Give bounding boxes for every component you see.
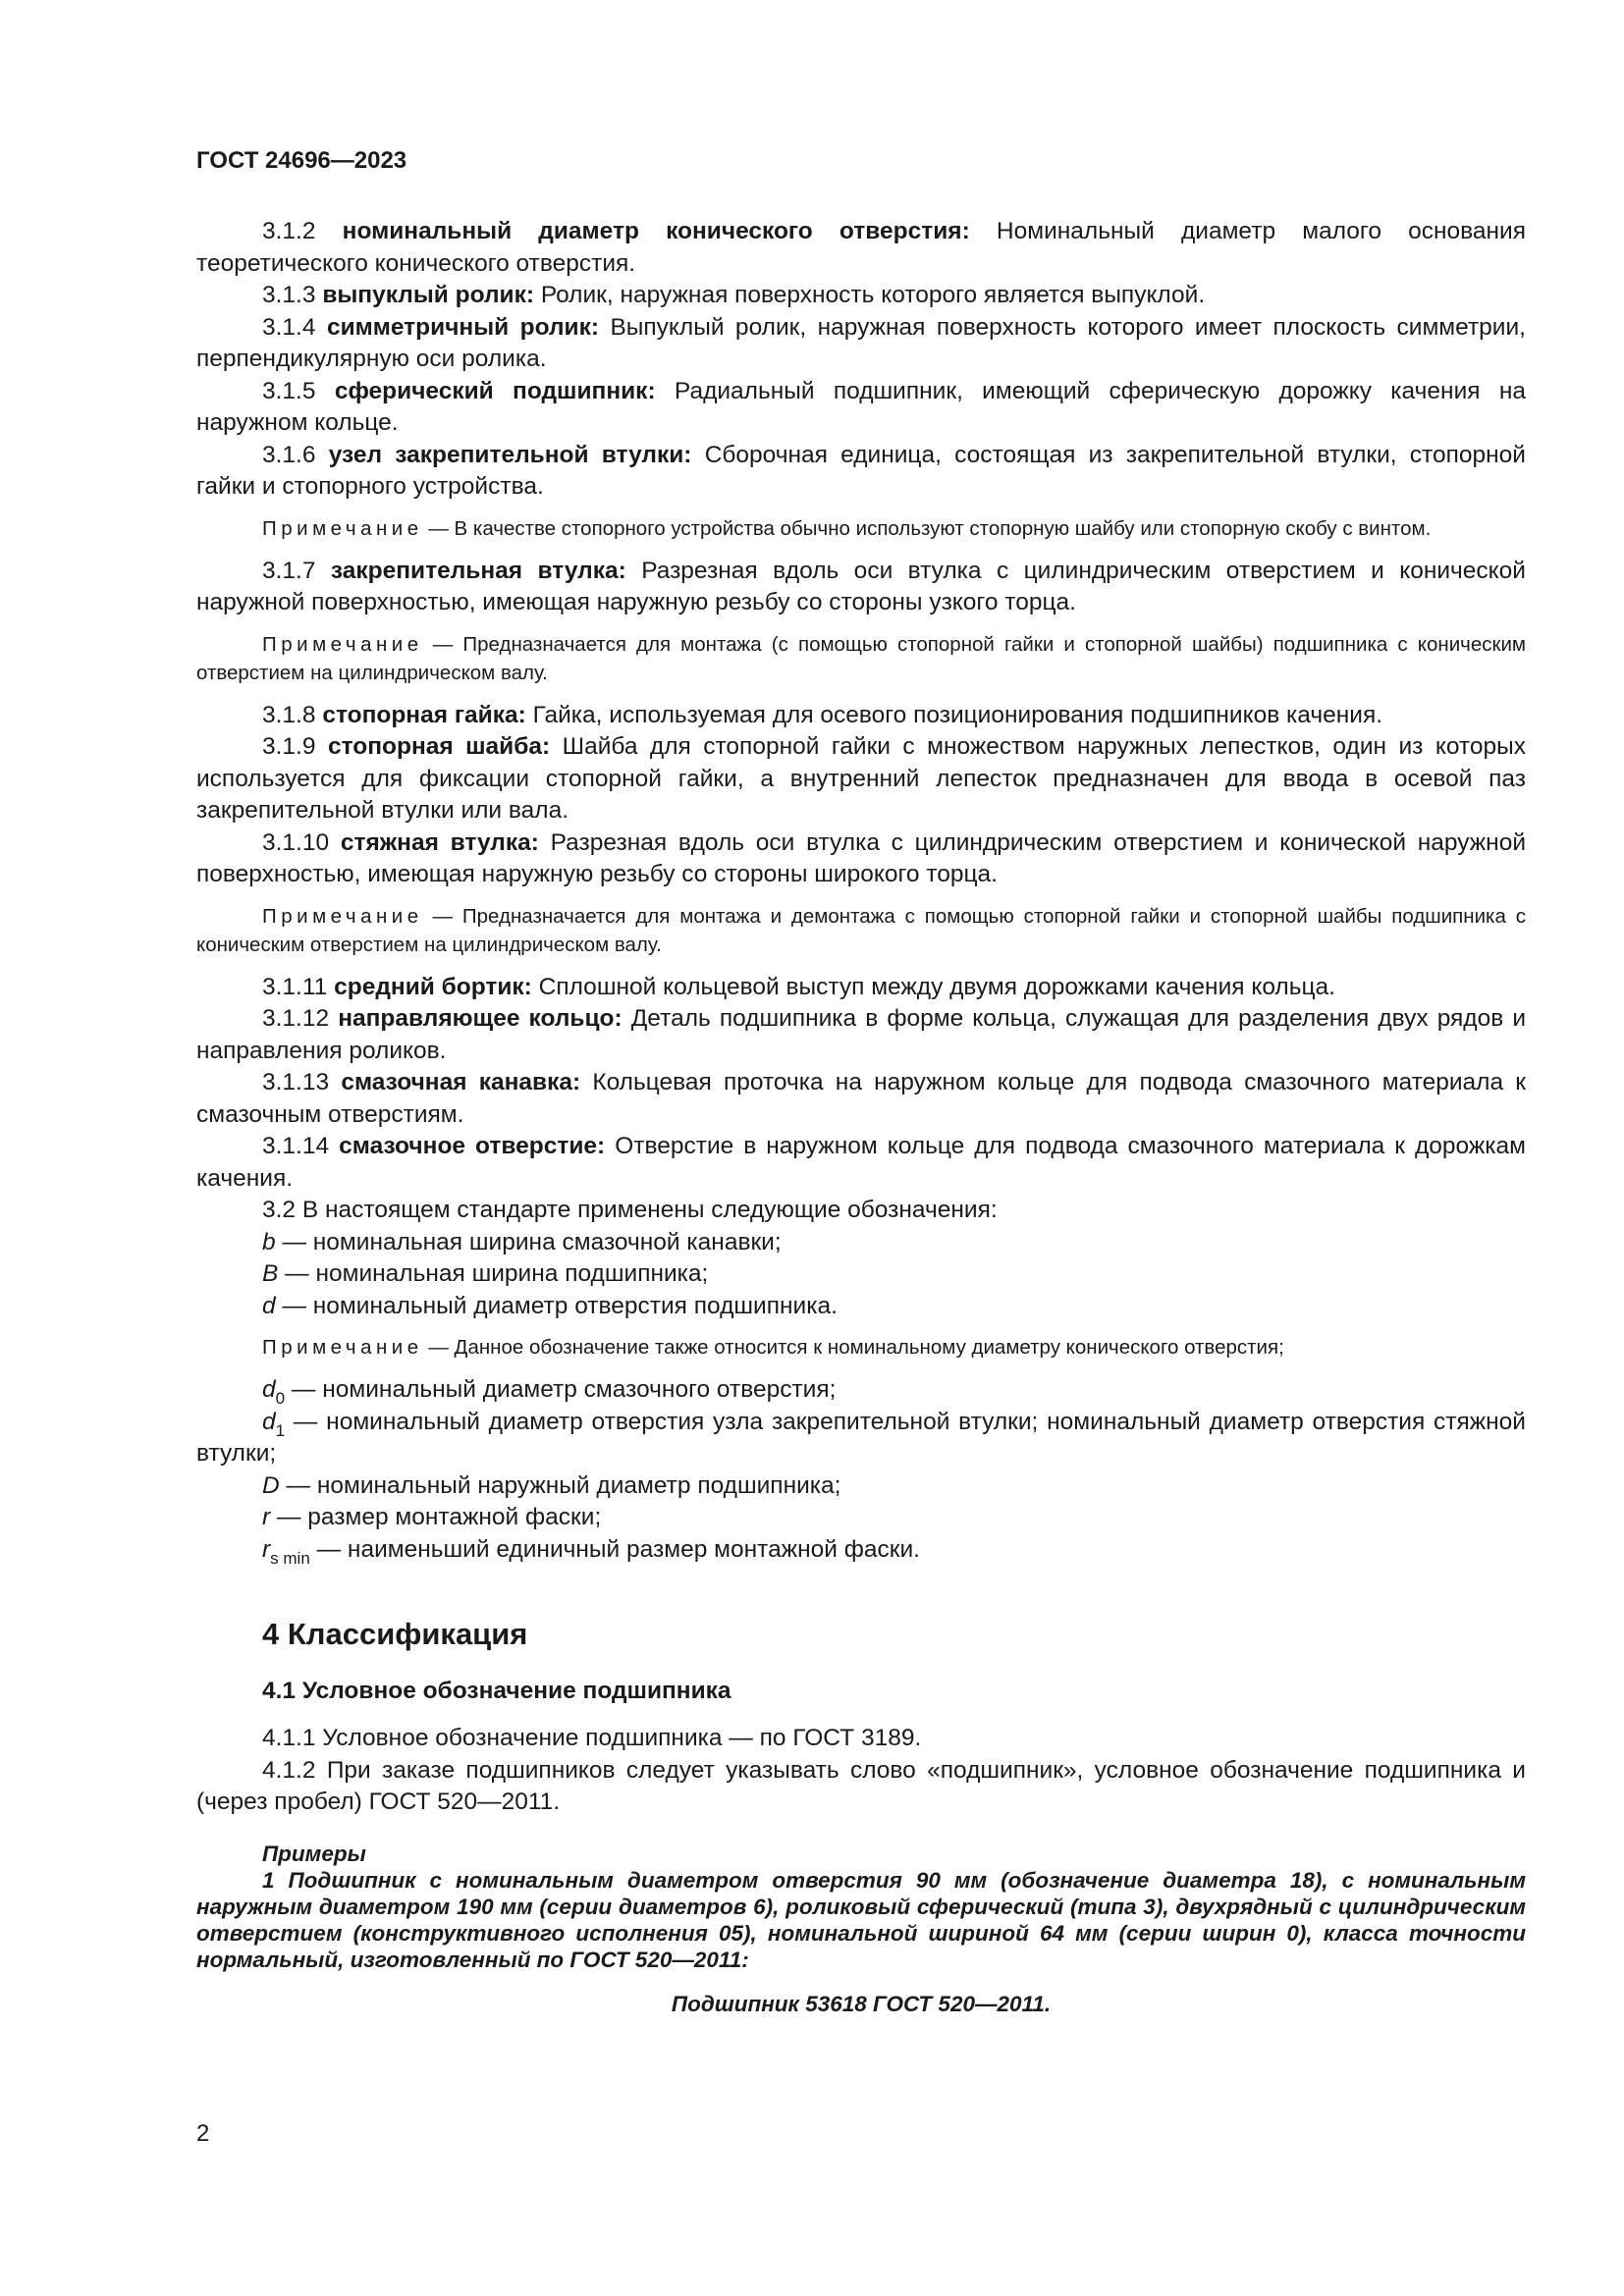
term-3-1-3: 3.1.3 выпуклый ролик: Ролик, наружная поверхность которого является выпуклой. [262,282,1206,308]
symbol-r: r — размер монтажной фаски; [262,1504,602,1530]
symbols-intro: 3.2 В настоящем стандарте применены следующие обозначения: [262,1197,998,1223]
subsection-4-1-heading: 4.1 Условное обозначение подшипника [262,1678,731,1704]
note-2: Примечание — Предназначается для монтажа (с помощью стопорной гайки и стопорной шайбы) подшипника с коническим отверстием на цилиндрическом валу. [196,632,1526,684]
term-3-1-14: 3.1.14 смазочное отверстие: Отверстие в наружном кольце для подвода смазочного материала к дорожкам качения. [196,1133,1527,1192]
term-3-1-5: 3.1.5 сферический подшипник: Радиальный подшипник, имеющий сферическую дорожку качения на наружном кольце. [196,377,1526,436]
para-4-1-1: 4.1.1 Условное обозначение подшипника — по ГОСТ 3189. [262,1725,922,1751]
term-3-1-6: 3.1.6 узел закрепительной втулки: Сборочная единица, состоящая из закрепительной втулки, стопорной гайки и стопорного устройства. [196,441,1526,500]
symbol-d: d — номинальный диаметр отверстия подшипника. [262,1292,838,1319]
term-3-1-10: 3.1.10 стяжная втулка: Разрезная вдоль оси втулка с цилиндрическим отверстием и конической наружной поверхностью, имеющая наружную резьбу со стороны широкого торца. [196,828,1527,887]
note-1: Примечание — В качестве стопорного устройства обычно используют стопорную шайбу или стопорную скобу с винтом. [262,516,1432,540]
term-3-1-11: 3.1.11 средний бортик: Сплошной кольцевой выступ между двумя дорожками качения кольца. [262,973,1335,1000]
standard-header: ГОСТ 24696—2023 [196,147,407,174]
document-page [196,147,1526,2017]
term-3-1-12: 3.1.12 направляющее кольцо: Деталь подшипника в форме кольца, служащая для разделения двух рядов и направления роликов. [196,1005,1527,1064]
note-4: Примечание — Данное обозначение также относится к номинальному диаметру конического отверстия; [262,1336,1284,1359]
symbol-B: B — номинальная ширина подшипника; [262,1260,709,1287]
term-3-1-9: 3.1.9 стопорная шайба: Шайба для стопорной гайки с множеством наружных лепестков, один из которых используется для фиксации стопорной гайки, а внутренний лепесток предназначен для ввода в осевой паз закрепительной втулки или вала. [196,733,1526,824]
term-3-1-13: 3.1.13 смазочная канавка: Кольцевая проточка на наружном кольце для подвода смазочного материала к смазочным отверстиям. [196,1069,1526,1128]
example-1-result: Подшипник 53618 ГОСТ 520—2011. [671,1991,1052,2016]
term-3-1-4: 3.1.4 симметричный ролик: Выпуклый ролик, наружная поверхность которого имеет плоскость симметрии, перпендикулярную оси ролика. [196,313,1526,372]
page-number: 2 [196,2120,210,2147]
term-3-1-2: 3.1.2 номинальный диаметр конического отверстия: Номинальный диаметр малого основания теоретического конического отверстия. [196,218,1526,277]
term-3-1-8: 3.1.8 стопорная гайка: Гайка, используемая для осевого позиционирования подшипников качения. [262,701,1383,728]
para-4-1-2: 4.1.2 При заказе подшипников следует указывать слово «подшипник», условное обозначение подшипника и (через пробел) ГОСТ 520—2011. [196,1756,1526,1815]
example-1: 1 Подшипник с номинальным диаметром отверстия 90 мм (обозначение диаметра 18), с номинальным наружным диаметром 190 мм (серии диаметров 6), роликовый сферический (типа 3), двухрядный с цилиндрическим отверстием (конструктивного исполнения 05), номинальной шириной 64 мм (серии ширин 0), класса точности нормальный, изготовленный по ГОСТ 520—2011: [196,1867,1526,1972]
term-3-1-7: 3.1.7 закрепительная втулка: Разрезная вдоль оси втулка с цилиндрическим отверстием и конической наружной поверхностью, имеющая наружную резьбу со стороны узкого торца. [196,557,1526,615]
section-4-heading: 4 Классификация [262,1617,528,1651]
examples-title: Примеры [262,1841,366,1866]
symbol-d1: $d_1$ — номинальный диаметр отверстия узла закрепительной втулки; номинальный диаметр отверстия стяжной втулки; [196,1408,1526,1467]
symbol-D: D — номинальный наружный диаметр подшипника; [262,1471,841,1499]
symbol-rs-min: $r_{s min}$ — наименьший единичный размер монтажной фаски. [262,1535,920,1568]
symbol-d0: $d_0$ — номинальный диаметр смазочного отверстия; [262,1376,837,1408]
symbol-b: b — номинальная ширина смазочной канавки; [262,1228,782,1255]
note-3: Примечание — Предназначается для монтажа и демонтажа с помощью стопорной гайки и стопорной шайбы подшипника с коническим отверстием на цилиндрическом валу. [196,904,1526,956]
